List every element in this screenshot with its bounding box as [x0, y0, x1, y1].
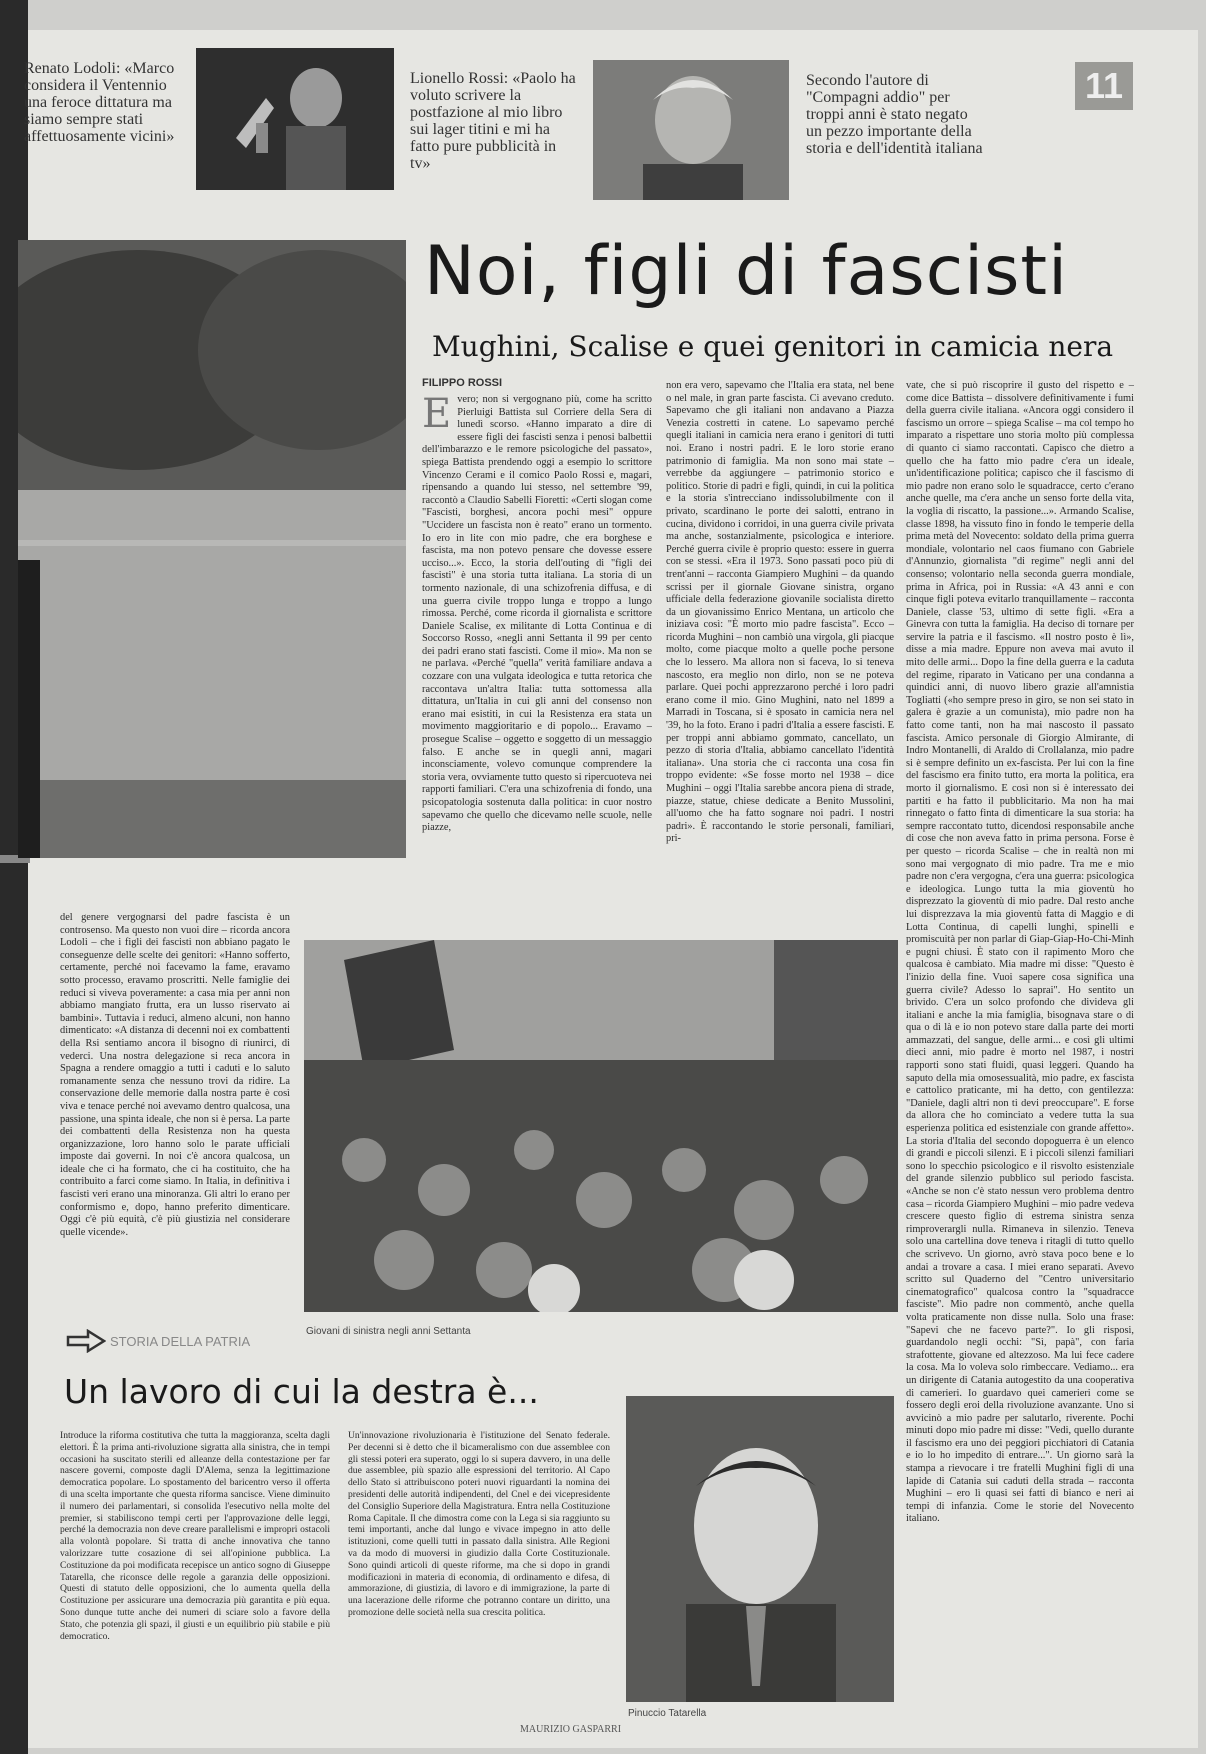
left-continuation-text: del genere vergognarsi del padre fascista è un controsenso. Ma questo non vuoi dire – ricorda ancora Lodoli – che i figli dei fascisti non abbiano pagato le conseguenze delle scelte dei genitori: «Hanno sofferto, certamente, perché noi facevamo la fame, eravamo sotto processo, eravamo proscritti. Nelle famiglie dei reduci si viveva poveramente: a casa mia per anni non abbiamo mangiato frutta, era un lusso riservato ai bambini». Tuttavia i reduci, almeno alcuni, non hanno dimenticato: «A distanza di decenni noi ex combattenti della Rsi sentiamo ancora il bisogno di riunirci, di vederci. Una nostra delegazione si reca ancora in Spagna a rendere omaggio a tutti i caduti e lo saluto romanamente senza che nessuno trovi da ridire. La conservazione delle memorie dalla nostra parte è così viva e tenace perché noi avevamo dentro qualcosa, una passione, una spinta ideale, che non si è persa. La parte dei combattenti della Resistenza non ha questa organizzazione, loro hanno solo le parate ufficiali imposte dai governi. In noi c'è ancora qualcosa, un ideale che ci ha formato, che ci ha costituito, che ha contribuito a farci come siamo. In Italia, in definitiva i fascisti veri erano una minoranza. Gli altri lo erano per conformismo e, dopo, hanno preferito dimenticare. Oggi c'è più equità, c'è più giustizia nel considerare quelle vicende». [60, 912, 290, 1238]
quote-lionello-rossi: Lionello Rossi: «Paolo ha voluto scrivere la postfazione al mio libro sui lager titini e mi ha fatto pure pubblicità in tv» [410, 70, 576, 172]
article-column-3 [906, 380, 1134, 1710]
left-continuation-column [60, 912, 290, 1340]
article-column-2 [666, 380, 894, 955]
photo-author-portrait [593, 60, 789, 200]
sidebar-col2-text: Un'innovazione rivoluzionaria è l'istituzione del Senato federale. Per decenni si è detto che il bicameralismo con due assemblee con gli stessi poteri era superato, oggi lo si supera davvero, in una delle due assemblee, più spazio alle espressioni del territorio. Al Capo dello Stato si attribuiscono poteri nuovi riguardanti la nomina dei presidenti delle autorità indipendenti, del Cnel e dei vicepresidente del Consiglio Superiore della Magistratura. Entra nella Costituzione Roma Capitale. Il che dimostra come con la Lega si sia raggiunto su temi importanti, anche dal lungo e vivace impegno in atto delle istituzioni, come quelli tutti in passato dalla sinistra. Alle Regioni va da modo di muoversi in giudizio dalla Corte Costituzionale. Sono quindi articoli di queste riforme, ma che si dopo in grandi modificazioni in materia di economia, di ordinamento e difesa, di ammorazione, di giustizia, di lavoro e di immigrazione, la parte di una lacerazione delle riforme che potranno contare un diritto, una promozione delle società nella sua crescita politica. [348, 1430, 610, 1618]
sidebar-signature: MAURIZIO GASPARRI [520, 1724, 622, 1735]
sidebar-col1-text: Introduce la riforma costitutiva che tutta la maggioranza, scelta dagli elettori. È la prima anti-rivoluzione sigratta alla sinistra, che in tempi occasioni ha suscitato sterili ed alleanze della contestazione per far nascere governi, composte dagli D'Alema, senza la legittimazione democratica popolare. Lo spostamento del baricentro verso il offerta di una scelta importante che questa riforma sancisce. Viene diminuito il numero dei parlamentari, si consolida l'esecutivo nella molte del premier, si stabiliscono tempi certi per l'approvazione delle leggi, perché la democrazia non deve creare parallelismi e impropri ostacoli alla volontà popolare. Si tratta di anche innovativa che tanno valorizzare tutte cosazione di sei all'opinione pubblica. La Costituzione da poi modificata recepisce un antico sogno di Giuseppe Tatarella, che riconsce delle regole a garanzia delle opposizioni. Questi di statuto delle opposizioni, che lo aumenta quella della Costituzione per assicurare una democrazia più garantita e più equa. Sono dunque tutte anche dei numeri di sciare solo a favore della Stato, che potenzia gli spazi, il giusti e un equilibrio più stabile e più democratico. [60, 1430, 330, 1642]
article-col3-text: vate, che si può riscoprire il gusto del rispetto e – come dice Battista – dissolvere definitivamente i fumi della guerra civile italiana. «Ancora oggi considero il fascismo un orrore – spiega Scalise – ma col tempo ho imparato a rispettare uno storia molto più complessa di quanto ci siamo raccontati. Capisco che dietro a quello che ha fatto mio padre c'era un ideale, un'identificazione politica; capisco che il fascismo di mio padre non erano solo le squadracce, certo c'erano anche quelle, ma c'era anche un senso forte della vita, la voglia di riscatto, la passione...». Armando Scalise, classe 1898, ha vissuto fino in fondo le temperie della prima metà del Novecento: soldato della prima guerra mondiale, volontario nel caos fiumano con Gabriele d'Annunzio, giornalista "di regime" negli anni del consenso; volontario nella seconda guerra mondiale, prima in Africa, poi in Russia: «A 43 anni e con cinque figli poteva evitarlo tranquillamente – racconta Daniele, classe '53, ultimo di sette figli. «Era a Ginevra con tutta la famiglia. Ha deciso di tornare per servire la patria e il fascismo. «Il nostro posto è lì», disse a mia madre. Eppure non aveva mai avuto il mito delle armi... Dopo la fine della guerra e la caduta del regime, riparato in Vaticano per una condanna a quindici anni, di nuovo libero grazie all'amnistia Togliatti («ho sempre preso in giro, se non sei stato in galera è grazie a un comunista), mio padre non ha fatto come tanti, non ha mai nascosto il passato fascista. Amico personale di Giorgio Almirante, di Indro Montanelli, di Araldo di Crollalanza, mio padre si è sempre definito un ex-fascista. Per lui con la fine del fascismo era finito tutto, era morta la politica, era morto il giornalismo. E così non si è interessato dei partiti e ha fatto il pubblicitario. Ma non ha mai rinnegato o fatto finta di dimenticare la sua storia: ha sempre raccontato tutto, dicendosi responsabile anche di cose che non aveva fatto in prima persona. Forse è per questo – ricorda Scalise – che in realtà non mi sono mai vergognato di mio padre. Tra me e mio padre non c'era vergogna, c'era una guerra: psicologica e ideologica. Lungo tutta la mia gioventù ho disprezzato la gioventù di mio padre. Dal resto anche lui disprezzava la mia gioventù fatta di Maggio e di Lotta Continua, di capelli lunghi, spinelli e promiscuità per non parlar di Giap-Giap-Ho-Chi-Minh e pugni chiusi. È stato con il rapimento Moro che qualcosa è cambiato. Mia madre mi disse: "Questo è l'inizio della fine. Vuoi sapere cosa significa una guerra civile? Adesso lo saprai". Ho sentito un brivido. C'era un solco profondo che divideva gli italiani e anche la mia famiglia, bisognava stare o di qua o di là e io non potevo stare dalla parte dei morti ammazzati, del sangue, delle armi... e così gli ultimi dieci anni, mio padre è morto nel 1987, i nostri rapporti sono stati fluidi, quasi leggeri. Quando ha saputo della mia omosessualità, mio padre, ex fascista e cattolico praticante, mi ha detto, con gentilezza: "Daniele, dagli altri non ti devi preoccupare". E forse da allora che ho cominciato a vedere tutta la sua esperienza politica ed esistenziale con grande affetto». La storia d'Italia del secondo dopoguerra è un elenco di grandi e piccoli silenzi. E i piccoli silenzi familiari sono lo specchio psicologico e il risvolto esistenziale del grande silenzio pubblico sul periodo fascista. «Anche se non c'è stato nessun vero problema dentro casa – ricorda Giampiero Mughini – mio padre vedeva crescere questo figlio di estrema sinistra senza rimproverargli nulla. Rimaneva in silenzio. Teneva solo una cartellina dove teneva i ritagli di tutto quello che scrivevo. Un giorno, avrò stava poco bene e lo andai a trovare a casa. I miei erano separati. Avevo scritto sul Quaderno del "Centro universitario cinematografico" qualcosa contro la "squadracce fasciste". Mio padre non commentò, anche quella volta praticamente non disse nulla. Solo una frase: "Sapevi che ne facevo parte?". Io gli risposi, guardandolo negli occhi: "Sì, papà", con faria strafottente, giovane ed altezzoso. Ma lui fece cadere la cosa. Ma lo voleva solo rimbeccare. Vediamo... era un dirigente di Catania autogestito da una cooperativa di camerieri. Io guardavo quei camerieri come se fossero degli eroi della rivoluzione avanzante. Uno si avvicinò a mio padre per salutarlo, riverente. Pochi minuti dopo mio padre mi disse: "Vedi, quello durante il fascismo era uno dei peggiori picchiatori di Catania e io lo ho impedito di entrare...". Un giorno sarà la stampa a rievocare i tre fratelli Mughini figli di una lapide di Catania sui caduti della strada – racconta Mughini – ero lì quasi sei fatti di bianco e neri ai tempi di infanzia. Come le storie del Novecento italiano. [906, 380, 1134, 1525]
article-col1-text: vero; non si vergognano più, come ha scritto Pierluigi Battista sul Corriere della Sera di lunedì scorso. «Hanno imparato a dire di essere figli dei fascisti senza i penosi balbettii dell'imbarazzo e le remore psicologiche del passato», spiega Battista prendendo oggi a esempio lo scrittore Vincenzo Cerami e il comico Paolo Rossi e, magari, ripensando a quando lui stesso, nel settembre '99, raccontò a Claudio Sabelli Fioretti: «Certi slogan come "Fascisti, borghesi, ancora pochi mesi" oppure "Uccidere un fascista non è reato" erano un tormento. Io ero in lite con mio padre, che era borghese e fascista, ma non potevo pensare che dovesse essere ucciso...». Ecco, la storia dell'outing di "figli dei fascisti" è una storia tutta italiana. La storia di un tormento nazionale, di una schizofrenia diffusa, e di una guerra civile troppo lunga e troppo a lungo rimossa. Perché, come ricorda il giornalista e scrittore Daniele Scalise, ex militante di Lotta Continua e di Soccorso Rosso, «negli anni Settanta il 99 per cento dei padri erano stati fascisti. Come il mio». Ma non se ne parlava. «Perché "quella" verità familiare andava a cozzare con una vulgata ideologica e tutta retorica che raccontava un'altra Italia: tutta sottomessa alla dittatura, un'Italia in cui gli anni del consenso non erano mai esistiti, in cui la Resistenza era stata un movimento maggioritario e di popolo... Eravamo – prosegue Scalise – oggetto e soggetto di un messaggio falso. E anche se in quegli anni, magari inconsciamente, volevo comunque comprendere la storia vera, ovviamente tutto questo si ripercuoteva nei rapporti familiari. C'era una schizofrenia di fondo, una psicopatologia sostenuta dalla politica: in cuor nostro sapevamo che quello che dicevamo nelle scuole, nelle piazze, [422, 394, 652, 834]
photo-landscape [18, 240, 406, 858]
page-number: 11 [1075, 62, 1133, 110]
sidebar-column-2 [348, 1430, 610, 1714]
article-subheadline: Mughini, Scalise e quei genitori in camicia nera [432, 330, 1114, 363]
sidebar-column-1 [60, 1430, 330, 1720]
crowd-photo-caption: Giovani di sinistra negli anni Settanta [306, 1326, 471, 1337]
photo-tatarella [626, 1396, 894, 1702]
dropcap: E [422, 394, 452, 437]
photo-crowd [304, 940, 898, 1312]
article-byline: FILIPPO ROSSI [422, 377, 503, 389]
quote-lodoli: Renato Lodoli: «Marco considera il Ventennio una feroce dittatura ma siamo sempre stati affettuosamente vicini» [24, 60, 175, 145]
photo-paolo-rossi [196, 48, 394, 190]
article-headline: Noi, figli di fascisti [424, 232, 1068, 311]
quote-author: Secondo l'autore di "Compagni addio" per troppi anni è stato negato un pezzo importante della storia e dell'identità italiana [806, 72, 983, 157]
sidebar-kicker: STORIA DELLA PATRIA [110, 1334, 251, 1349]
tatarella-photo-caption: Pinuccio Tatarella [628, 1708, 707, 1719]
article-col2-text: non era vero, sapevamo che l'Italia era stata, nel bene o nel male, in gran parte fascista. Ci avevano creduto. Sapevamo che gli italiani non andavano a Piazza Venezia costretti in catene. Lo sapevamo perché quegli italiani in camicia nera erano i genitori di tutti noi. Erano i nostri padri. E le loro storie erano patrimonio di famiglia. Ma non sono mai state – verrebbe da aggiungere – patrimonio storico e politico. Storie di padri e figli, quindi, in cui la politica e la storia s'intrecciano indissolubilmente con il privato, scardinano le porte dei salotti, entrano in cucina, dividono i corridoi, in una guerra civile privata ma anche, sostanzialmente, psicologica e interiore. Perché guerra civile è proprio questo: essere in guerra con se stessi. «Era il 1973. Sono passati poco più di trent'anni – racconta Giampiero Mughini – da quando scrissi per il giornale Giovane sinistra, organo ufficiale della federazione giovanile socialista diretto da un giovanissimo Enrico Mentana, un articolo che iniziava così: "È morto mio padre fascista". Ecco – ricorda Mughini – non cambiò una virgola, gli piacque molto, come piacque molto a quelle poche persone che lo lessero. Ma allora non si faceva, lo si teneva nascosto, era meglio non dirlo, non se ne poteva parlare. Quei pochi apprezzarono perché i loro padri erano come il mio. Gino Mughini, nato nel 1899 a Marradi in Toscana, si è sposato in camicia nera nel '39, ho la foto. Erano i padri d'Italia a essere fascisti. E per troppi anni abbiamo gommato, cancellato, un pezzo di storia d'Italia, abbiamo cancellato l'identità italiana». Una storia che ci racconta una cosa fin troppo evidente: «Se fosse morto nel 1938 – dice Mughini – oggi l'Italia sarebbe ancora piena di strade, piazze, statue, chiese dedicate a Benito Mussolini, all'uomo che ha fatto sognare noi padri. I nostri padri». È raccontando le storie personali, familiari, pri- [666, 380, 894, 845]
article-column-1 [422, 394, 652, 942]
arrow-icon [66, 1329, 106, 1353]
sidebar-headline: Un lavoro di cui la destra è... [64, 1372, 539, 1411]
